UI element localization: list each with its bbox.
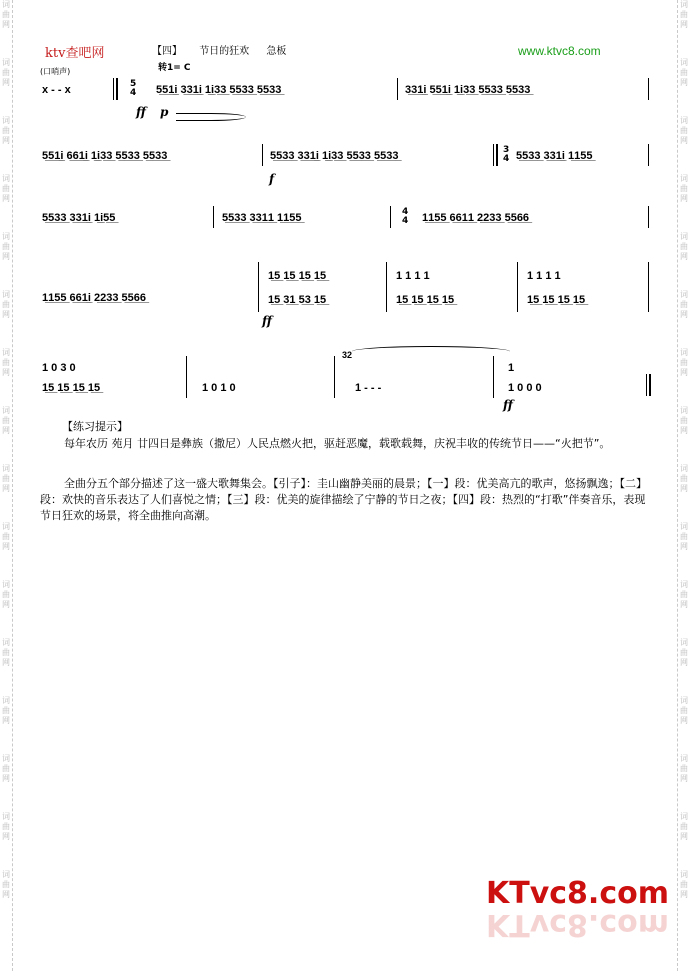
watermark-char: 曲 <box>2 184 10 193</box>
watermark-char: 词 <box>2 406 10 415</box>
watermark-char: 网 <box>2 20 10 29</box>
watermark-char: 词 <box>2 522 10 531</box>
watermark-gap <box>678 30 690 58</box>
watermark-char: 词 <box>2 58 10 67</box>
watermark-gap <box>0 146 12 174</box>
watermark-char: 词 <box>680 464 688 473</box>
watermark-char: 曲 <box>2 706 10 715</box>
watermark-char: 网 <box>680 600 688 609</box>
watermark-gap <box>0 552 12 580</box>
watermark-char: 词 <box>680 812 688 821</box>
right-watermark-strip <box>677 0 690 971</box>
watermark-gap <box>678 262 690 290</box>
barline <box>386 262 387 312</box>
key-signature: 转1= C <box>158 63 191 73</box>
staff-line-4-phrase-b <box>268 294 326 306</box>
watermark-char: 词 <box>2 464 10 473</box>
watermark-char: 词 <box>2 232 10 241</box>
watermark-char: 网 <box>680 484 688 493</box>
watermark-gap <box>0 610 12 638</box>
watermark-char: 曲 <box>680 764 688 773</box>
measure: 5̲5̲1̲i̲ 3̲3̲1̲i̲ 1̲i̲3̲3̲ 5̲5̲3̲3̲ 5̲5̲3̲3̲ <box>156 84 282 96</box>
watermark-char: 词 <box>2 0 10 9</box>
watermark-gap <box>678 726 690 754</box>
watermark-char: 曲 <box>680 300 688 309</box>
watermark-char: 网 <box>2 484 10 493</box>
watermark-gap <box>0 784 12 812</box>
watermark-char: 网 <box>680 20 688 29</box>
measure: 1̲5̲ 1̲5̲ 1̲5̲ 1̲5̲ <box>527 294 586 306</box>
watermark-char: 曲 <box>2 126 10 135</box>
barline <box>186 356 187 398</box>
watermark-char: 曲 <box>680 590 688 599</box>
barline <box>258 262 259 312</box>
cadenza-note: 32 <box>342 350 353 360</box>
watermark-char: 曲 <box>2 68 10 77</box>
watermark-gap <box>678 784 690 812</box>
site-logo[interactable]: KTvc8.com <box>486 876 669 911</box>
watermark-gap <box>678 436 690 464</box>
watermark-char: 曲 <box>680 358 688 367</box>
watermark-char: 曲 <box>680 880 688 889</box>
watermark-char: 网 <box>680 832 688 841</box>
site-logo-reflection: KTvc8.com <box>486 907 669 942</box>
watermark-char: 曲 <box>2 590 10 599</box>
measure-upper: 1 1 1 1 <box>527 270 561 282</box>
measure: 1 - - - <box>355 382 382 394</box>
watermark-char: 网 <box>680 310 688 319</box>
watermark-gap <box>678 88 690 116</box>
watermark-gap <box>0 30 12 58</box>
measure-upper: 1 1 1 1 <box>396 270 430 282</box>
barline <box>334 356 335 398</box>
watermark-char: 网 <box>2 426 10 435</box>
watermark-gap <box>678 146 690 174</box>
watermark-char: 曲 <box>680 822 688 831</box>
staff-line-5-upper-d <box>508 362 514 374</box>
barline <box>648 206 649 228</box>
watermark-char: 曲 <box>2 880 10 889</box>
staff-line-4-upper-b <box>268 270 326 282</box>
watermark-char: 网 <box>680 78 688 87</box>
watermark-char: 词 <box>680 406 688 415</box>
dynamic-ff: ff <box>262 314 272 328</box>
measure: 1̲5̲ 1̲5̲ 1̲5̲ 1̲5̲ <box>396 294 455 306</box>
watermark-char: 曲 <box>2 10 10 19</box>
barline <box>648 78 649 100</box>
watermark-char: 曲 <box>2 532 10 541</box>
watermark-gap <box>0 726 12 754</box>
barline <box>397 78 398 100</box>
watermark-char: 曲 <box>2 416 10 425</box>
watermark-gap <box>0 842 12 870</box>
final-barline-thick <box>649 374 651 396</box>
watermark-char: 曲 <box>680 10 688 19</box>
barline <box>213 206 214 228</box>
staff-line-3-phrase-c <box>422 212 529 224</box>
watermark-char: 词 <box>2 812 10 821</box>
watermark-char: 曲 <box>2 358 10 367</box>
measure: 1̲1̲5̲5̲ 6̲6̲1̲i̲ 2̲2̲3̲3̲ 5̲5̲6̲6̲ <box>42 292 146 304</box>
barline <box>517 262 518 312</box>
measure-upper: 1 0 3 0 <box>42 362 76 374</box>
watermark-char: 曲 <box>2 648 10 657</box>
watermark-char: 网 <box>680 426 688 435</box>
staff-line-4-upper-d <box>527 270 561 282</box>
watermark-char: 曲 <box>2 300 10 309</box>
watermark-gap <box>0 378 12 406</box>
watermark-char: 词 <box>680 290 688 299</box>
watermark-char: 曲 <box>2 474 10 483</box>
staff-line-3-phrase-b <box>222 212 302 224</box>
watermark-char: 词 <box>2 638 10 647</box>
staff-line-5-phrase-c <box>355 382 381 394</box>
watermark-gap <box>0 204 12 232</box>
dynamic-ff: ff <box>136 105 146 119</box>
watermark-char: 词 <box>680 754 688 763</box>
measure: 3̲3̲1̲i̲ 5̲5̲1̲i̲ 1̲i̲3̲3̲ 5̲5̲3̲3̲ 5̲5̲3̲3̲ <box>405 84 531 96</box>
watermark-char: 网 <box>2 194 10 203</box>
barline <box>113 78 114 100</box>
staff-line-4-phrase-a <box>42 292 146 304</box>
repeat-end-barline <box>493 144 494 166</box>
barline <box>493 356 494 398</box>
watermark-char: 网 <box>2 600 10 609</box>
staff-line-1-phrase-a <box>156 84 281 96</box>
section-label: 【四】 <box>152 46 182 57</box>
measure: 5̲5̲3̲3̲ 3̲3̲1̲i̲ 1̲i̲3̲3̲ 5̲5̲3̲3̲ 5̲5̲3̲3̲ <box>270 150 399 162</box>
time-signature-3-4: 3 4 <box>503 145 510 164</box>
section-tempo: 急板 <box>266 46 287 57</box>
staff-line-5-upper-a <box>42 362 76 374</box>
watermark-gap <box>678 378 690 406</box>
measure: 1̲5̲ 1̲5̲ 1̲5̲ 1̲5̲ <box>42 382 101 394</box>
watermark-gap <box>0 900 12 928</box>
watermark-gap <box>678 842 690 870</box>
time-signature-4-4: 4 4 <box>402 207 409 226</box>
watermark-char: 网 <box>680 368 688 377</box>
watermark-gap <box>678 900 690 928</box>
dynamic-ff: ff <box>503 398 513 412</box>
watermark-char: 词 <box>680 638 688 647</box>
watermark-char: 词 <box>2 870 10 879</box>
watermark-char: 曲 <box>680 532 688 541</box>
measure: 1 0 0 0 <box>508 382 542 394</box>
measure: 1 0 1 0 <box>202 382 236 394</box>
staff-line-4-upper-c <box>396 270 430 282</box>
watermark-char: 词 <box>2 348 10 357</box>
watermark-char: 网 <box>2 78 10 87</box>
watermark-gap <box>678 668 690 696</box>
left-watermark-strip <box>0 0 13 971</box>
staff-line-1 <box>42 84 78 96</box>
barline <box>262 144 263 166</box>
watermark-char: 网 <box>680 890 688 899</box>
watermark-gap <box>678 610 690 638</box>
watermark-gap <box>678 494 690 522</box>
staff-line-4-phrase-d <box>527 294 585 306</box>
watermark-char: 词 <box>680 232 688 241</box>
watermark-char: 词 <box>680 348 688 357</box>
section-heading <box>152 42 300 57</box>
watermark-char: 曲 <box>2 822 10 831</box>
crescendo-hairpin <box>176 113 246 121</box>
watermark-gap <box>678 320 690 348</box>
watermark-char: 曲 <box>680 68 688 77</box>
staff-line-5-phrase-b <box>202 382 236 394</box>
watermark-gap <box>0 262 12 290</box>
tips-paragraph-2: 全曲分五个部分描述了这一盛大歌舞集会。【引子】：圭山幽静美丽的晨景；【一】段：优美高亢的歌声，悠扬飘逸；【二】段：欢快的音乐表达了人们喜悦之情；【三】段：优美的旋律描绘了宁静的节日之夜；【四】段：热烈的“打歌”伴奏音乐，表现节日狂欢的场景，将全曲推向高潮。 <box>40 477 647 522</box>
watermark-char: 网 <box>2 136 10 145</box>
watermark-char: 词 <box>2 174 10 183</box>
staff-line-2-phrase-b <box>270 150 398 162</box>
watermark-char: 曲 <box>680 474 688 483</box>
measure: 1̲5̲ 3̲1̲ 5̲3̲ 1̲5̲ <box>268 294 327 306</box>
watermark-gap <box>0 668 12 696</box>
staff-line-2-phrase-c <box>516 150 592 162</box>
watermark-char: 曲 <box>680 242 688 251</box>
watermark-char: 词 <box>2 116 10 125</box>
watermark-char: 网 <box>2 774 10 783</box>
watermark-char: 网 <box>680 194 688 203</box>
vocal-annotation: (口哨声) <box>40 67 71 76</box>
watermark-char: 网 <box>680 252 688 261</box>
watermark-char: 曲 <box>2 764 10 773</box>
watermark-char: 词 <box>680 174 688 183</box>
fermata-slur <box>352 346 510 357</box>
measure-upper: 1 <box>508 362 515 374</box>
staff-line-3-phrase-a <box>42 212 115 224</box>
watermark-char: 词 <box>680 116 688 125</box>
watermark-char: 曲 <box>2 242 10 251</box>
watermark-char: 网 <box>2 658 10 667</box>
measure: x - - x <box>42 84 71 96</box>
watermark-char: 曲 <box>680 706 688 715</box>
watermark-char: 网 <box>2 252 10 261</box>
site-name-left[interactable]: ktv查吧网 <box>45 46 105 61</box>
watermark-char: 曲 <box>680 184 688 193</box>
tips-title: 【练习提示】 <box>62 420 128 433</box>
watermark-char: 词 <box>2 580 10 589</box>
repeat-start-barline <box>116 78 118 100</box>
staff-line-2-phrase-a <box>42 150 167 162</box>
watermark-char: 网 <box>680 658 688 667</box>
staff-line-5-phrase-a <box>42 382 100 394</box>
watermark-char: 词 <box>680 58 688 67</box>
staff-line-4-phrase-c <box>396 294 454 306</box>
watermark-char: 网 <box>2 716 10 725</box>
watermark-char: 词 <box>2 754 10 763</box>
watermark-char: 词 <box>680 0 688 9</box>
watermark-char: 曲 <box>680 126 688 135</box>
final-barline <box>646 374 647 396</box>
site-url-right[interactable]: www.ktvc8.com <box>518 44 601 58</box>
watermark-char: 曲 <box>680 648 688 657</box>
watermark-char: 词 <box>2 290 10 299</box>
watermark-char: 网 <box>2 890 10 899</box>
watermark-char: 网 <box>2 832 10 841</box>
measure-upper: 1̲5̲ 1̲5̲ 1̲5̲ 1̲5̲ <box>268 270 327 282</box>
staff-line-5-phrase-d <box>508 382 542 394</box>
watermark-char: 网 <box>680 774 688 783</box>
measure: 1̲1̲5̲5̲ 6̲6̲1̲1̲ 2̲2̲3̲3̲ 5̲5̲6̲6̲ <box>422 212 530 224</box>
watermark-gap <box>0 436 12 464</box>
tips-paragraph-1: 每年农历 苑月 廿四日是彝族（撒尼）人民点燃火把，驱赶恶魔，载歌载舞，庆祝丰收的传统节日——“火把节”。 <box>64 437 611 450</box>
watermark-char: 网 <box>680 542 688 551</box>
staff-line-1-phrase-b <box>405 84 530 96</box>
watermark-char: 网 <box>2 542 10 551</box>
watermark-char: 词 <box>2 696 10 705</box>
dynamic-f: f <box>269 172 275 186</box>
measure: 5̲5̲3̲3̲ 3̲3̲1̲i̲ 1̲1̲5̲5̲ <box>516 150 593 162</box>
watermark-char: 网 <box>680 136 688 145</box>
dynamic-p: p <box>160 105 169 119</box>
watermark-char: 网 <box>680 716 688 725</box>
watermark-gap <box>678 204 690 232</box>
watermark-gap <box>0 320 12 348</box>
repeat-end-barline-thick <box>496 144 498 166</box>
watermark-gap <box>0 88 12 116</box>
barline <box>390 206 391 228</box>
watermark-char: 词 <box>680 696 688 705</box>
watermark-char: 网 <box>2 310 10 319</box>
watermark-char: 词 <box>680 870 688 879</box>
watermark-gap <box>678 552 690 580</box>
watermark-char: 词 <box>680 580 688 589</box>
watermark-gap <box>0 494 12 522</box>
watermark-char: 网 <box>2 368 10 377</box>
barline <box>648 144 649 166</box>
measure: 5̲5̲3̲3̲ 3̲3̲1̲1̲ 1̲1̲5̲5̲ <box>222 212 302 224</box>
watermark-char: 曲 <box>680 416 688 425</box>
time-signature-5-4: 5 4 <box>130 79 137 98</box>
section-title: 节日的狂欢 <box>199 46 250 57</box>
barline <box>648 262 649 312</box>
measure: 5̲5̲3̲3̲ 3̲3̲1̲i̲ 1̲i̲5̲5̲ <box>42 212 116 224</box>
measure: 5̲5̲1̲i̲ 6̲6̲1̲i̲ 1̲i̲3̲3̲ 5̲5̲3̲3̲ 5̲5̲3̲3̲ <box>42 150 168 162</box>
watermark-char: 词 <box>680 522 688 531</box>
